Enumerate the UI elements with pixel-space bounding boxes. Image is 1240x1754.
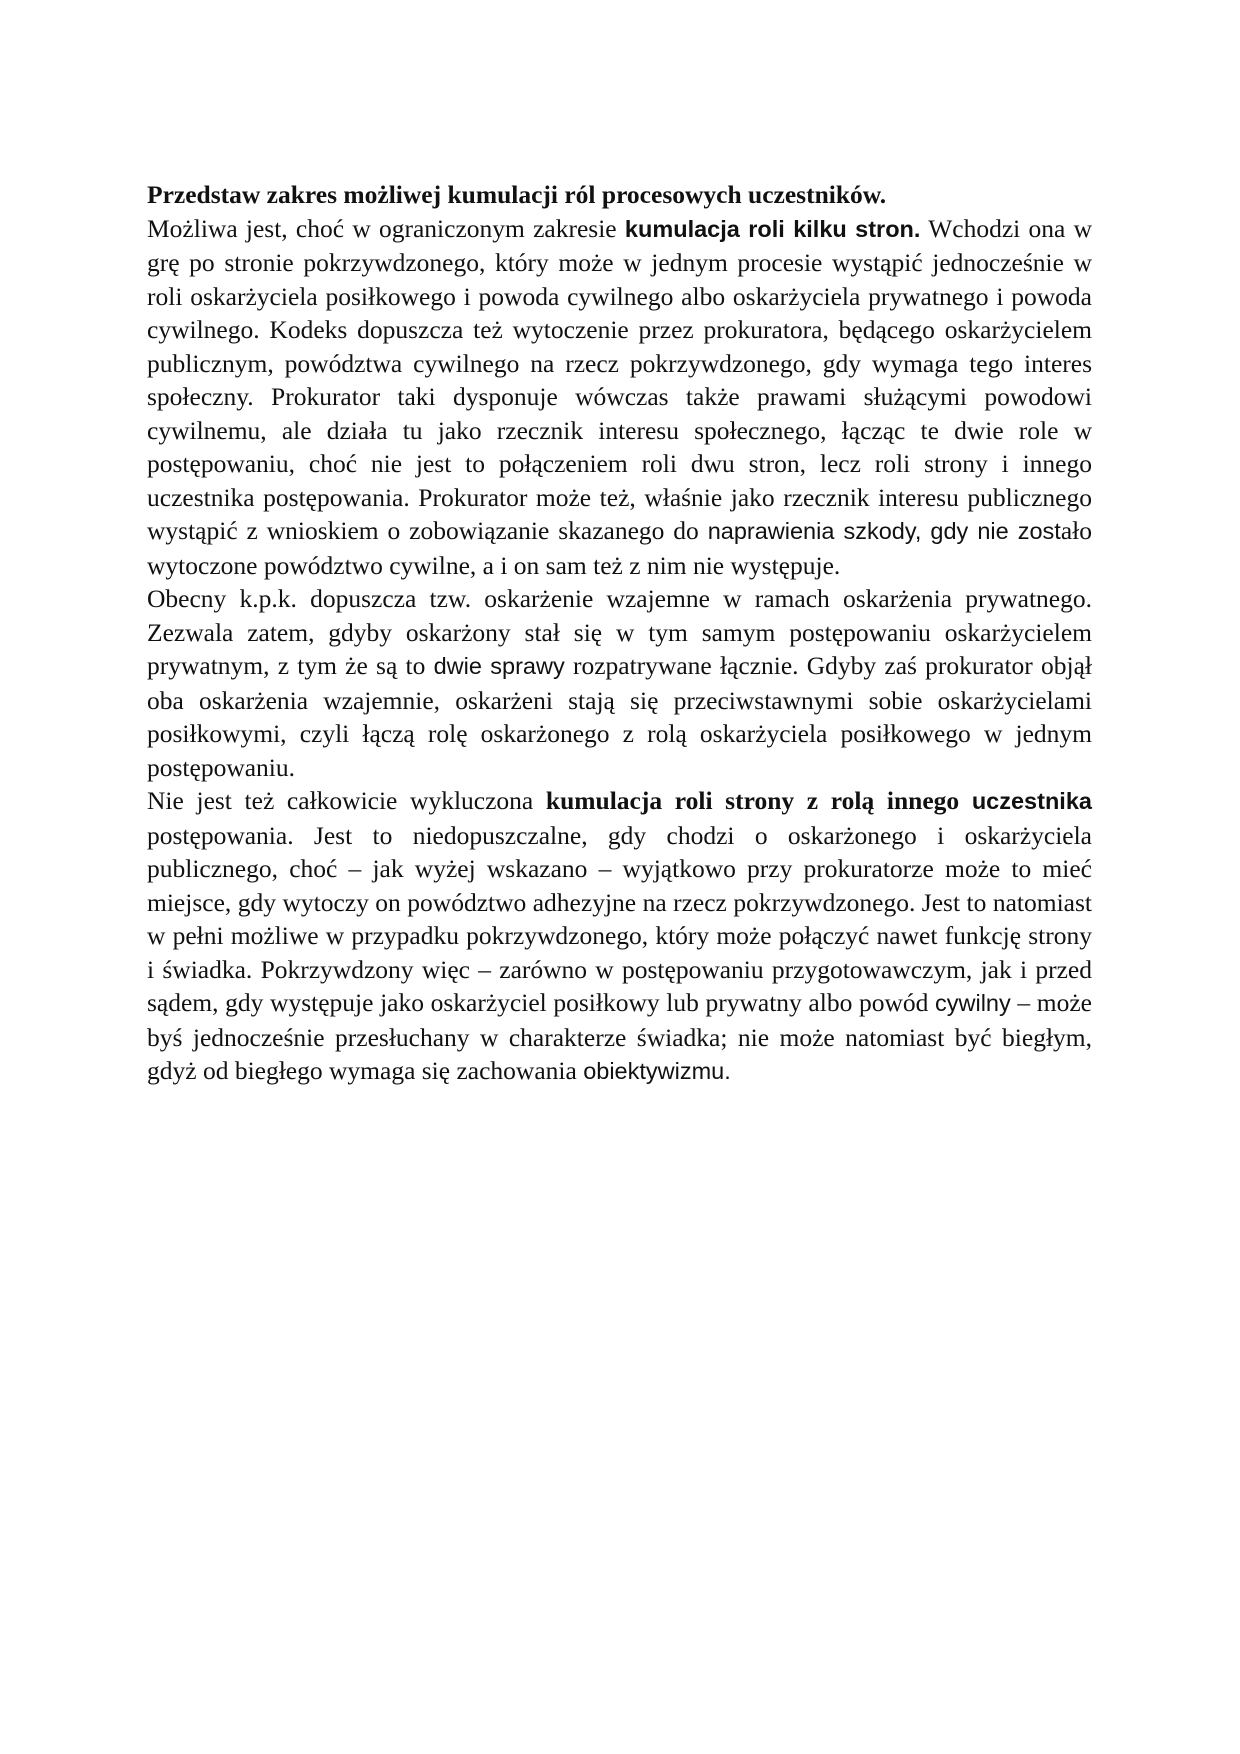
p1-text-1: Możliwa jest, choć w ograniczonym zakresie — [147, 213, 625, 243]
p1-text-2: Wchodzi ona w grę po stronie pokrzywdzonego, który może w jednym procesie wystąpić jednocześnie w roli oskarżyciela posiłkowego i powoda cywilnego albo oskarżyciela prywatnego i powoda cywilnego. Kodeks dopuszcza też wytoczenie przez prokuratora, będącego oskarżycielem publicznym, powództwa cywilnego na rzecz pokrzywdzonego, gdy wymaga tego interes społeczny. Prokurator taki dysponuje wówczas także prawami służącymi powodowi cywilnemu, ale działa tu jako rzecznik interesu społecznego, łącząc te dwie role w postępowaniu, choć nie jest to połączeniem roli dwu stron, lecz roli strony i innego uczestnika postępowania. Prokurator może też, właśnie jako rzecznik interesu publicznego wystąpić z wnioskiem o zobowiązanie skazanego do — [147, 213, 1093, 545]
p3-highlight-3: obiektywizmu. — [583, 1058, 731, 1084]
p3-highlight-1: uczestnika — [971, 788, 1092, 814]
p2-text-1: Obecny k.p.k. dopuszcza tzw. oskarżenie wzajemne w ramach oskarżenia prywatnego. Zezwala zatem, gdyby oskarżony stał się w tym samym postępowaniu oskarżycielem prywatnym, z tym że są to — [147, 584, 1092, 680]
paragraph-1 — [147, 212, 1092, 583]
paragraph-2 — [147, 582, 1092, 784]
p1-text-3: ało wytoczone powództwo cywilne, a i on sam też z nim nie występuje. — [147, 516, 1092, 580]
p3-text-1: Nie jest też całkowicie wykluczona — [147, 786, 546, 815]
p3-text-3: – może byś jednocześnie przesłuchany w charakterze świadka; nie może natomiast być biegłym, gdyż od biegłego wymaga się zachowania — [147, 988, 1092, 1085]
document-title: Przedstaw zakres możliwej kumulacji ról procesowych uczestników. — [147, 180, 887, 209]
paragraph-3 — [147, 784, 1092, 1089]
p3-text-2: postępowania. Jest to niedopuszczalne, gdy chodzi o oskarżonego i oskarżyciela publicznego, choć – jak wyżej wskazano – wyjątkowo przy prokuratorze może to mieć miejsce, gdy wytoczy on powództwo adhezyjne na rzecz pokrzywdzonego. Jest to natomiast w pełni możliwe w przypadku pokrzywdzonego, który może połączyć nawet funkcję strony i świadka. Pokrzywdzony więc – zarówno w postępowaniu przygotowawczym, jak i przed sądem, gdy występuje jako oskarżyciel posiłkowy lub prywatny albo powód — [147, 820, 1092, 1017]
p1-highlight-1: kumulacja roli kilku stron. — [624, 215, 921, 242]
document-page — [147, 178, 1092, 1089]
p3-highlight-2: cywilny — [935, 990, 1011, 1016]
p2-text-2: rozpatrywane łącznie. Gdyby zaś prokurator objął oba oskarżenia wzajemnie, oskarżeni stają się przeciwstawnymi sobie oskarżycielami posiłkowymi, czyli łączą rolę oskarżonego z rolą oskarżyciela posiłkowego w jednym postępowaniu. — [147, 651, 1092, 782]
p1-highlight-2: naprawienia szkody, gdy nie zost — [707, 518, 1061, 544]
p3-bold-1: kumulacja roli strony z rolą innego — [545, 786, 972, 815]
p2-highlight-1: dwie sprawy — [433, 653, 565, 679]
